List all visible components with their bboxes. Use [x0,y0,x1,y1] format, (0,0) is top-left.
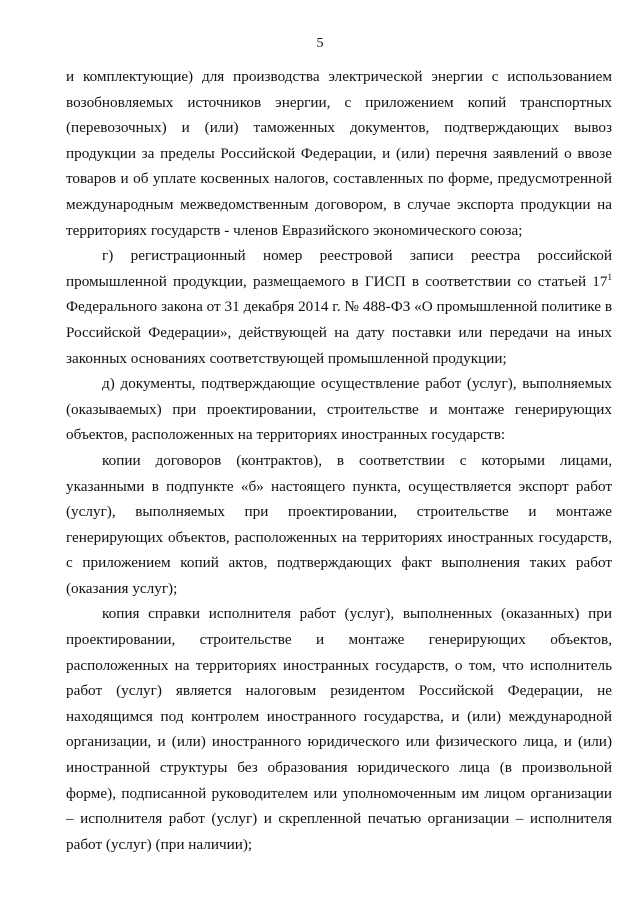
paragraph-continuation: и комплектующие) для производства электрической энергии с использованием возобновляемых источников энергии, с приложением копий транспортных (перевозочных) и (или) таможенных документов, подтверждающих вывоз продукции за пределы Российской Федерации, и (или) перечня заявлений о ввозе товаров и об уплате косвенных налогов, составленных по форме, предусмотренной международным межведомственным договором, в случае экспорта продукции на территориях государств - членов Евразийского экономического союза; [66,68,612,239]
paragraph-item-d: д) документы, подтверждающие осуществление работ (услуг), выполняемых (оказываемых) при проектировании, строительстве и монтаже генерирующих объектов, расположенных на территориях иностранных государств: [66,375,612,444]
paragraph-item-g [66,243,612,371]
document-body [66,64,612,857]
paragraph-item-g-text-after: Федерального закона от 31 декабря 2014 г. № 488-ФЗ «О промышленной политике в Российской Федерации», действующей на дату поставки или передачи на иных законных основаниях соответствующей промышленной продукции; [66,298,612,367]
paragraph-certificate-copy: копия справки исполнителя работ (услуг), выполненных (оказанных) при проектировании, строительстве и монтаже генерирующих объектов, расположенных на территориях иностранных государств, о том, что исполнитель работ (услуг) является налоговым резидентом Российской Федерации, не находящимся под контролем иностранного государства, и (или) международной организации, и (или) иностранного юридического или физического лица, и (или) иностранной структуры без образования юридического лица (в произвольной форме), подписанной руководителем или уполномоченным им лицом организации – исполнителя работ (услуг) и скрепленной печатью организации – исполнителя работ (услуг) (при наличии); [66,605,612,853]
page-number: 5 [316,36,324,51]
paragraph-contract-copies: копии договоров (контрактов), в соответствии с которыми лицами, указанными в подпункте «б» настоящего пункта, осуществляется экспорт работ (услуг), выполняемых при проектировании, строительстве и монтаже генерирующих объектов, расположенных на территориях иностранных государств, с приложением копий актов, подтверждающих факт выполнения таких работ (оказания услуг); [66,451,612,597]
paragraph-item-g-text-before: г) регистрационный номер реестровой записи реестра российской промышленной продукции, размещаемого в ГИСП в соответствии со статьей 17 [66,247,612,290]
article-superscript: 1 [607,271,612,282]
